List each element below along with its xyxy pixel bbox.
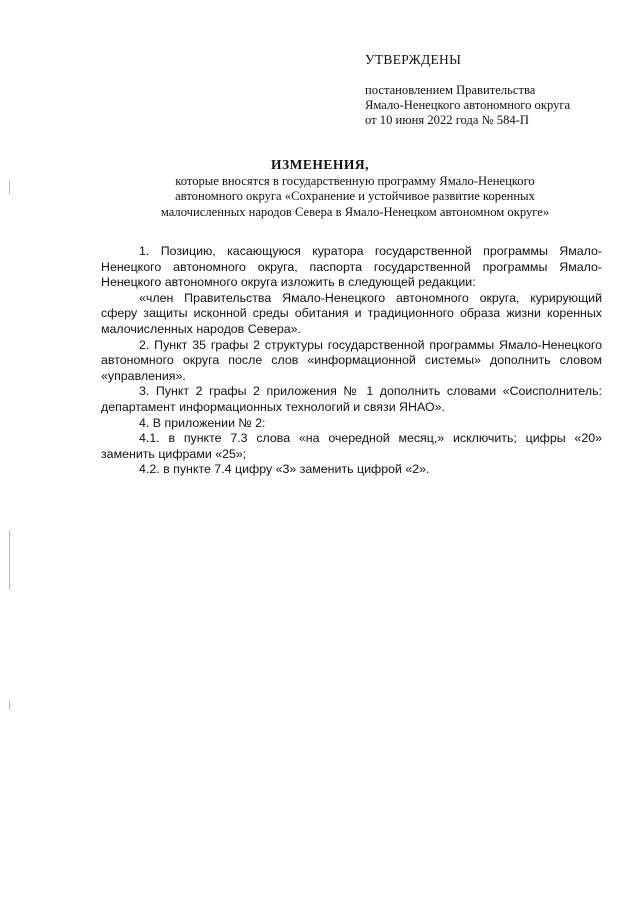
document-subtitle [0, 174, 640, 220]
document-body [101, 244, 602, 478]
paragraph-item-2: 2. Пункт 35 графы 2 структуры государственной программы Ямало-Ненецкого автономного округа после слов «информационной системы» дополнить словом «управления». [101, 337, 602, 383]
approval-line: постановлением Правительства [365, 83, 536, 97]
approval-line: от 10 июня 2022 года № 584-П [365, 113, 529, 127]
subtitle-line: малочисленных народов Севера в Ямало-Ненецком автономном округе» [160, 204, 550, 219]
subtitle-line: которые вносятся в государственную программу Ямало-Ненецкого [175, 174, 535, 188]
approval-details [365, 83, 570, 128]
paragraph-item-1: 1. Позицию, касающуюся куратора государственной программы Ямало-Ненецкого автономного округа, паспорта государственной программы Ямало-Ненецкого автономного округа изложить в следующей редакции: [101, 244, 602, 290]
paragraph-item-4-1: 4.1. в пункте 7.3 слова «на очередной месяц,» исключить; цифры «20» заменить цифрами «25»; [101, 431, 602, 461]
scan-margin-mark [9, 180, 10, 194]
document-title: ИЗМЕНЕНИЯ, [270, 157, 369, 172]
paragraph-item-4: 4. В приложении № 2: [139, 415, 266, 430]
approval-line: Ямало-Ненецкого автономного округа [365, 98, 571, 112]
scan-margin-mark [9, 530, 10, 590]
scan-margin-mark [9, 700, 10, 710]
paragraph-quote: «член Правительства Ямало-Ненецкого автономного округа, курирующий сферу защиты исконной среды обитания и традиционного образа жизни коренных малочисленных народов Севера». [101, 290, 602, 336]
paragraph-item-4-2: 4.2. в пункте 7.4 цифру «3» заменить цифрой «2». [139, 462, 430, 477]
paragraph-item-3: 3. Пункт 2 графы 2 приложения № 1 дополнить словами «Соисполнитель: департамент информационных технологий и связи ЯНАО». [101, 384, 602, 414]
approval-stamp-heading: УТВЕРЖДЕНЫ [365, 52, 462, 67]
subtitle-line: автономного округа «Сохранение и устойчивое развитие коренных [175, 189, 535, 204]
